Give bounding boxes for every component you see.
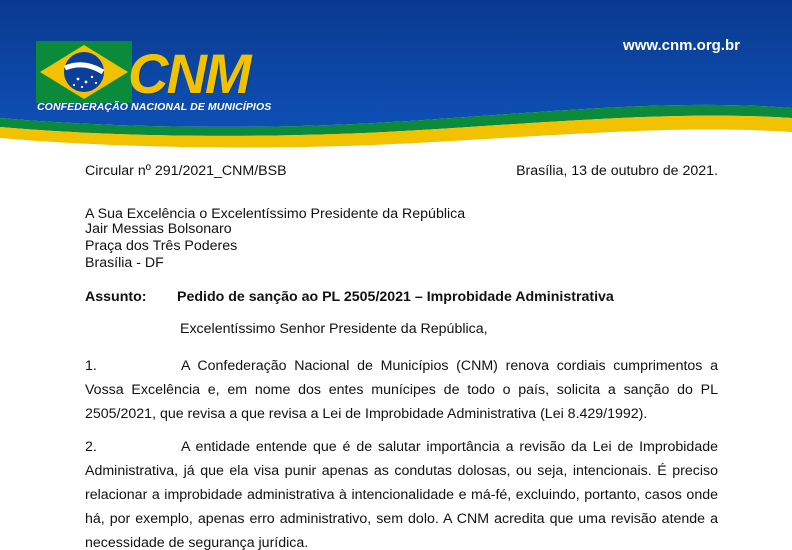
circular-reference: Circular nº 291/2021_CNM/BSB (85, 163, 287, 179)
cnm-full-name: CONFEDERAÇÃO NACIONAL DE MUNICÍPIOS (37, 101, 272, 113)
letterhead (0, 0, 792, 160)
paragraph-2-number: 2. (85, 439, 97, 455)
paragraph-1-text: A Confederação Nacional de Municípios (CNM) renova cordiais cumprimentos a Vossa Excelência e, em nome dos entes munícipes de todo o país, solicita a sanção do PL 2505/2021, que revisa a que revisa a Lei de Improbidade Administrativa (Lei 8.429/1992). (85, 358, 718, 422)
paragraph-2 (85, 435, 718, 550)
paragraph-2-text: A entidade entende que é de salutar importância a revisão da Lei de Improbidade Administrativa, já que ela visa punir apenas as condutas dolosas, ou seja, intencionais. É preciso relacionar a improbidade administrativa à intencionalidade e má-fé, excluindo, portanto, casos onde há, por exemplo, apenas erro administrativo, sem dolo. A CNM acredita que uma revisão atende a necessidade de segurança jurídica. (85, 439, 718, 550)
paragraph-1 (85, 354, 718, 426)
recipient-name: Jair Messias Bolsonaro (85, 221, 232, 237)
subject-label: Assunto: (85, 289, 147, 305)
cnm-wordmark: CNM (128, 42, 250, 105)
recipient-line-1: A Sua Excelência o Excelentíssimo Presidente da República (85, 206, 466, 222)
paragraph-1-number: 1. (85, 358, 97, 374)
recipient-city: Brasília - DF (85, 255, 164, 271)
subject-text: Pedido de sanção ao PL 2505/2021 – Improbidade Administrativa (177, 289, 614, 305)
recipient-address: Praça dos Três Poderes (85, 238, 238, 254)
website-link[interactable]: www.cnm.org.br (623, 37, 740, 54)
salutation: Excelentíssimo Senhor Presidente da República, (180, 321, 488, 337)
place-and-date: Brasília, 13 de outubro de 2021. (516, 163, 718, 179)
